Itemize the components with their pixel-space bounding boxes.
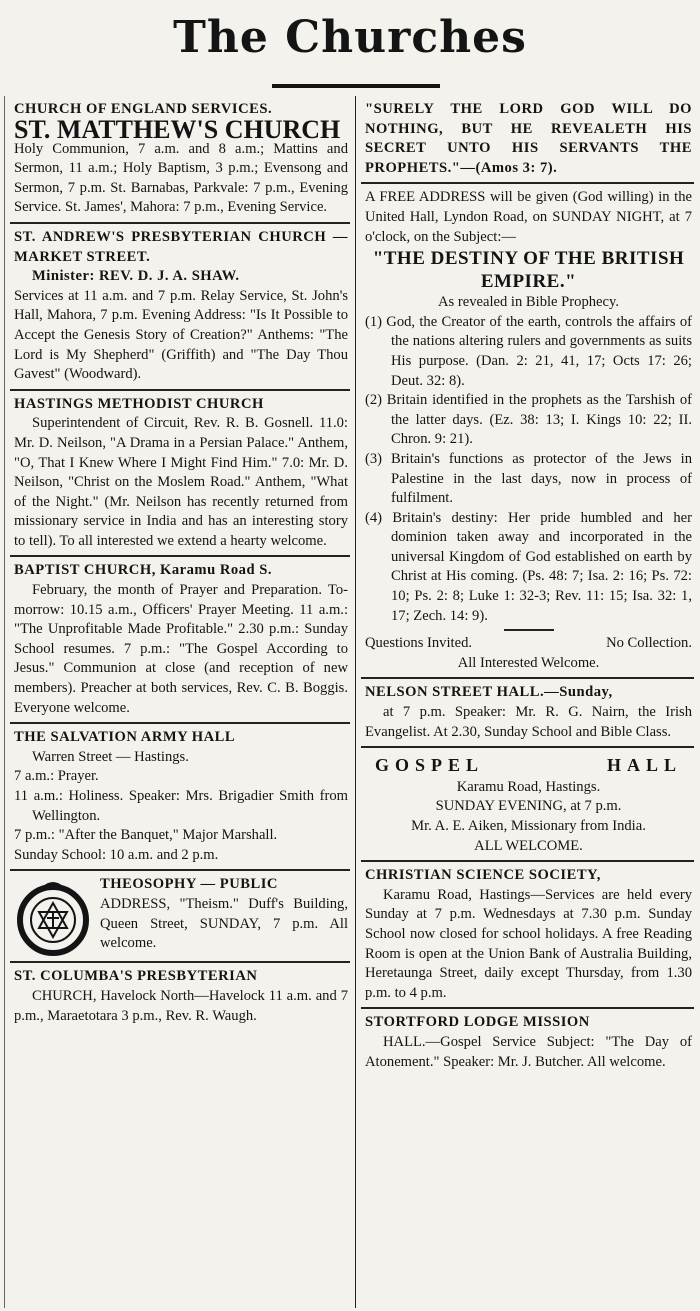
notice-title: ST. COLUMBA'S PRESBYTERIAN xyxy=(14,968,258,985)
list-item: (4) Britain's destiny: Her pride humbled and her dominion taken away and incorporated in the universal Kingdom of God established on earth by Christ at His coming. (Ps. 48: 7; Isa. 2: 16; Ps. 72: 10; Ps. 2: 8; Luke 1: 32-3; Rev. 11: 15; Isa. 32: 1, 17; Zech. 14: 9). xyxy=(365,509,692,624)
christian-science-notice xyxy=(361,862,694,1009)
notice-address: Karamu Road, Hastings. xyxy=(456,778,601,795)
left-column xyxy=(10,96,350,1309)
notice-speaker: Mr. A. E. Aiken, Missionary from India. xyxy=(411,818,646,834)
notice-title: NELSON STREET HALL.—Sunday, xyxy=(365,684,613,701)
notice-title: ST. MATTHEW'S CHURCH xyxy=(14,114,341,144)
theosophy-emblem-icon xyxy=(14,879,92,957)
footer-left: Questions Invited. xyxy=(365,635,473,652)
notice-body: at 7 p.m. Speaker: Mr. R. G. Nairn, the Irish Evangelist. At 2.30, Sunday School and Bible Class. xyxy=(365,704,692,740)
left-border xyxy=(4,96,5,1308)
notice-title: THE SALVATION ARMY HALL xyxy=(14,729,236,746)
notice-body: CHURCH, Havelock North—Havelock 11 a.m. and 7 p.m., Maraetotara 3 p.m., Rev. R. Waugh. xyxy=(14,987,348,1024)
theosophy-text xyxy=(100,875,348,957)
notice-intro: A FREE ADDRESS will be given (God willing) in the United Hall, Lyndon Road, on SUNDAY NIGHT, at 7 o'clock, on the Subject:— xyxy=(365,189,692,245)
schedule-item: 11 a.m.: Holiness. Speaker: Mrs. Brigadier Smith from Wellington. xyxy=(14,788,348,824)
notice-body: Karamu Road, Hastings—Services are held every Sunday at 7 p.m. Wednesdays at 7.30 p.m. Sunday School now closed for school holidays. A free Reading Room is open at the Union Bank of Australia Building, Heretaunga Street, daily except Thursday, from 1.30 p.m. to 4 p.m. xyxy=(365,886,692,1001)
notice-body: Holy Communion, 7 a.m. and 8 a.m.; Mattins and Sermon, 11 a.m.; Holy Baptism, 3 p.m.; Evensong and Sermon, 7 p.m. St. Barnabas, Parkvale: 7 p.m., Evening Service. St. James', Mahora: 7 p.m., Evening Service. xyxy=(14,140,348,216)
nelson-street-notice xyxy=(361,679,694,748)
address-subtitle: As revealed in Bible Prophecy. xyxy=(437,294,620,311)
theosophy-notice xyxy=(10,871,350,963)
stortford-notice xyxy=(361,1009,694,1076)
list-item: (2) Britain identified in the prophets as the Tarshish of the latter days. (Ez. 38: 13; I. Kings 10: 22; II. Chron. 9: 21). xyxy=(365,392,692,448)
notice-body: February, the month of Prayer and Preparation. To-morrow: 10.15 a.m., Officers' Prayer Meeting. 11 a.m.: "The Unprofitable Made Profitable." 2.30 p.m.: Sunday School resumes. 7 p.m.: "The Gospel According to Jesus." Communion at close (and reception of new members). Preacher at both services, Rev. C. B. Boggis. Everyone welcome. xyxy=(14,582,348,716)
list-item: (3) Britain's functions as protector of the Jews in Palestine in the last days, now in process of fulfilment. xyxy=(365,450,692,507)
list-item: (1) God, the Creator of the earth, controls the affairs of the nations altering rulers and governments as suits His purpose. (Dan. 2: 21, 41, 17; Octs 17: 26; Deut. 32: 8). xyxy=(365,313,692,389)
st-columbas-notice xyxy=(10,963,350,1030)
st-matthews-notice xyxy=(10,96,350,224)
notice-address: Warren Street — Hastings. xyxy=(32,748,189,765)
scripture-quote xyxy=(361,96,694,184)
footer-center: All Interested Welcome. xyxy=(457,654,600,671)
masthead xyxy=(0,0,700,100)
notice-title: THEOSOPHY — PUBLIC xyxy=(100,876,278,893)
notice-title: HASTINGS METHODIST CHURCH xyxy=(14,395,264,412)
methodist-notice xyxy=(10,391,350,558)
section-rule xyxy=(504,629,554,631)
title-left: GOSPEL xyxy=(375,755,485,776)
notice-title: STORTFORD LODGE MISSION xyxy=(365,1014,590,1031)
notice-title: BAPTIST CHURCH, Karamu Road S. xyxy=(14,562,272,579)
st-andrews-notice xyxy=(10,224,350,391)
title-right: HALL xyxy=(606,755,682,776)
notice-welcome: ALL WELCOME. xyxy=(474,837,583,854)
notice-body: Superintendent of Circuit, Rev. R. B. Gosnell. 11.0: Mr. D. Neilson, "A Drama in a Persian Palace." Anthem, "O, That I Knew Where I Might Find Him." 7.0: Mr. D. Neilson, "Christ on the Moslem Road." Anthem, "What of the Night." (Mr. Neilson has recently returned from missionary service in India and has an interesting story to tell). To all interested we extend a hearty welcome. xyxy=(14,415,348,549)
schedule-item: Sunday School: 10 a.m. and 2 p.m. xyxy=(14,846,219,863)
salvation-army-notice xyxy=(10,724,350,871)
free-address-notice xyxy=(361,184,694,679)
quote-text: "SURELY THE LORD GOD WILL DO NOTHING, BUT HE REVEALETH HIS SECRET UNTO HIS SERVANTS THE PROPHETS."—(Amos 3: 7). xyxy=(365,101,692,176)
notice-header: CHURCH OF ENGLAND SERVICES. xyxy=(14,101,273,117)
notice-body: Services at 11 a.m. and 7 p.m. Relay Service, St. John's Hall, Mahora, 7 p.m. Evening Address: "Is It Possible to Accept the Genesis Story of Creation?" Anthems: "The Lord is My Shepherd" (Griffith) and "The Day Thou Gavest" (Woodward). xyxy=(14,287,348,383)
notice-title: ST. ANDREW'S PRESBYTERIAN CHURCH — MARKET STREET. xyxy=(14,228,348,265)
address-title: "THE DESTINY OF THE BRITISH EMPIRE." xyxy=(372,248,685,293)
right-column xyxy=(361,96,694,1309)
baptist-notice xyxy=(10,557,350,724)
gospel-hall-notice xyxy=(361,748,694,862)
title-rule xyxy=(272,84,440,88)
footer-right: No Collection. xyxy=(606,635,692,652)
gospel-hall-title xyxy=(365,752,692,778)
notice-minister: Minister: REV. D. J. A. SHAW. xyxy=(32,268,240,285)
notice-time: SUNDAY EVENING, at 7 p.m. xyxy=(435,798,622,815)
notice-body: HALL.—Gospel Service Subject: "The Day of Atonement." Speaker: Mr. J. Butcher. All welcome. xyxy=(365,1033,692,1070)
page-title: The Churches xyxy=(173,12,527,63)
notice-title: CHRISTIAN SCIENCE SOCIETY, xyxy=(365,867,601,884)
column-divider xyxy=(355,96,356,1308)
footer-line xyxy=(365,634,692,654)
notice-body: ADDRESS, "Theism." Duff's Building, Queen Street, SUNDAY, 7 p.m. All welcome. xyxy=(100,895,348,952)
schedule-item: 7 a.m.: Prayer. xyxy=(14,768,99,785)
schedule-item: 7 p.m.: "After the Banquet," Major Marshall. xyxy=(14,827,278,844)
